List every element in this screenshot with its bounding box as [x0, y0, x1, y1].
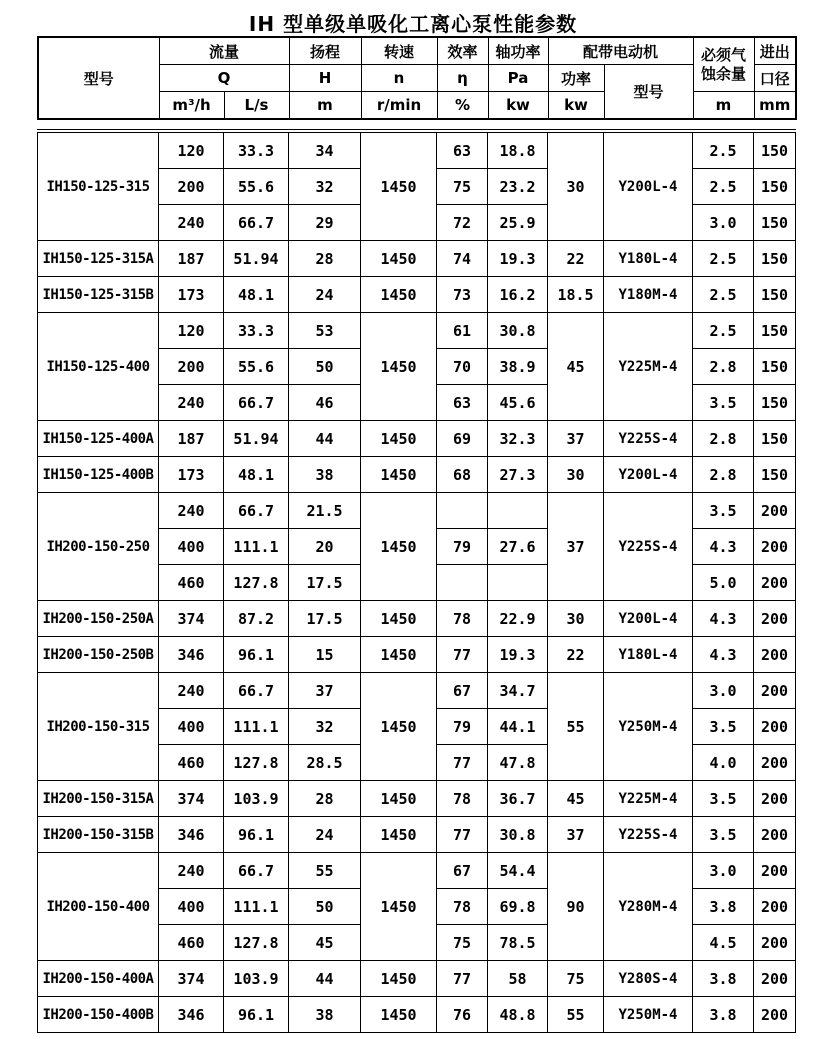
cell-bore: 200 — [754, 709, 796, 745]
cell-flow-ls: 103.9 — [224, 961, 289, 997]
cell-flow-m3h: 240 — [159, 853, 224, 889]
cell-efficiency: 69 — [437, 421, 488, 457]
table-row — [38, 241, 796, 277]
cell-motor-power: 30 — [548, 601, 604, 637]
cell-head: 32 — [289, 169, 361, 205]
header-speed-symbol: n — [361, 65, 437, 92]
cell-bore: 150 — [754, 457, 796, 493]
header-npsh — [693, 37, 754, 92]
cell-bore: 200 — [754, 853, 796, 889]
cell-flow-m3h: 374 — [159, 961, 224, 997]
header-shaft-power: 轴功率 — [488, 37, 548, 65]
cell-flow-m3h: 400 — [159, 709, 224, 745]
cell-head: 50 — [289, 889, 361, 925]
table-row — [38, 961, 796, 997]
table-row — [38, 817, 796, 853]
cell-flow-m3h: 346 — [159, 817, 224, 853]
header-motor: 配带电动机 — [548, 37, 693, 65]
cell-speed: 1450 — [361, 277, 437, 313]
cell-flow-ls: 51.94 — [224, 241, 289, 277]
cell-model: IH150-125-315A — [38, 241, 159, 277]
cell-motor-model: Y180L-4 — [604, 241, 693, 277]
header-flow: 流量 — [159, 37, 289, 65]
cell-flow-ls: 33.3 — [224, 131, 289, 169]
cell-head: 28.5 — [289, 745, 361, 781]
cell-efficiency: 67 — [437, 673, 488, 709]
cell-bore: 200 — [754, 817, 796, 853]
header-efficiency-symbol: η — [437, 65, 488, 92]
cell-speed: 1450 — [361, 457, 437, 493]
cell-efficiency: 79 — [437, 529, 488, 565]
cell-head: 46 — [289, 385, 361, 421]
cell-motor-power: 55 — [548, 997, 604, 1033]
cell-efficiency: 76 — [437, 997, 488, 1033]
table-column-header — [37, 36, 797, 120]
table-row — [38, 457, 796, 493]
cell-npsh: 2.8 — [693, 457, 754, 493]
cell-head: 24 — [289, 277, 361, 313]
cell-efficiency: 77 — [437, 817, 488, 853]
cell-speed: 1450 — [361, 961, 437, 997]
cell-flow-ls: 127.8 — [224, 745, 289, 781]
table-row — [38, 673, 796, 709]
cell-head: 29 — [289, 205, 361, 241]
cell-npsh: 3.5 — [693, 709, 754, 745]
table-row — [38, 781, 796, 817]
cell-shaft-power: 27.3 — [488, 457, 548, 493]
cell-bore: 200 — [754, 601, 796, 637]
cell-bore: 200 — [754, 745, 796, 781]
header-flow-symbol: Q — [159, 65, 289, 92]
cell-head: 44 — [289, 961, 361, 997]
table-row — [38, 493, 796, 529]
cell-npsh: 2.5 — [693, 241, 754, 277]
cell-flow-ls: 66.7 — [224, 205, 289, 241]
cell-efficiency: 78 — [437, 889, 488, 925]
cell-npsh: 3.0 — [693, 205, 754, 241]
cell-flow-m3h: 120 — [159, 313, 224, 349]
cell-shaft-power: 69.8 — [488, 889, 548, 925]
cell-flow-m3h: 400 — [159, 889, 224, 925]
cell-efficiency: 61 — [437, 313, 488, 349]
cell-efficiency: 63 — [437, 385, 488, 421]
cell-speed: 1450 — [361, 493, 437, 601]
cell-efficiency: 75 — [437, 925, 488, 961]
cell-flow-m3h: 187 — [159, 241, 224, 277]
table-row — [38, 131, 796, 169]
cell-efficiency: 70 — [437, 349, 488, 385]
cell-motor-model: Y225M-4 — [604, 781, 693, 817]
header-speed-unit: r/min — [361, 92, 437, 120]
cell-head: 20 — [289, 529, 361, 565]
cell-efficiency: 75 — [437, 169, 488, 205]
cell-flow-ls: 127.8 — [224, 925, 289, 961]
table-row — [38, 421, 796, 457]
cell-model: IH150-125-315 — [38, 131, 159, 241]
cell-shaft-power: 30.8 — [488, 817, 548, 853]
cell-npsh: 2.5 — [693, 277, 754, 313]
cell-model: IH200-150-400B — [38, 997, 159, 1033]
cell-motor-model: Y280S-4 — [604, 961, 693, 997]
cell-npsh: 2.5 — [693, 313, 754, 349]
cell-flow-m3h: 460 — [159, 745, 224, 781]
cell-shaft-power: 47.8 — [488, 745, 548, 781]
cell-flow-ls: 48.1 — [224, 457, 289, 493]
cell-efficiency: 77 — [437, 637, 488, 673]
cell-bore: 200 — [754, 961, 796, 997]
cell-motor-model: Y200L-4 — [604, 601, 693, 637]
cell-model: IH150-125-315B — [38, 277, 159, 313]
cell-efficiency: 78 — [437, 781, 488, 817]
cell-bore: 150 — [754, 313, 796, 349]
cell-speed: 1450 — [361, 131, 437, 241]
cell-flow-ls: 127.8 — [224, 565, 289, 601]
header-bore-line1: 进出 — [754, 37, 796, 65]
cell-shaft-power: 58 — [488, 961, 548, 997]
cell-flow-ls: 96.1 — [224, 997, 289, 1033]
header-bore-unit: mm — [754, 92, 796, 120]
cell-model: IH200-150-315B — [38, 817, 159, 853]
cell-bore: 200 — [754, 925, 796, 961]
header-head: 扬程 — [289, 37, 361, 65]
cell-npsh: 3.0 — [693, 853, 754, 889]
cell-speed: 1450 — [361, 997, 437, 1033]
cell-npsh: 3.8 — [693, 889, 754, 925]
cell-head: 17.5 — [289, 601, 361, 637]
cell-head: 55 — [289, 853, 361, 889]
cell-flow-m3h: 240 — [159, 385, 224, 421]
cell-flow-m3h: 120 — [159, 131, 224, 169]
cell-motor-model: Y250M-4 — [604, 673, 693, 781]
cell-motor-model: Y225M-4 — [604, 313, 693, 421]
cell-npsh: 5.0 — [693, 565, 754, 601]
cell-model: IH200-150-315A — [38, 781, 159, 817]
cell-flow-m3h: 460 — [159, 565, 224, 601]
cell-bore: 200 — [754, 781, 796, 817]
cell-head: 37 — [289, 673, 361, 709]
table-row — [38, 601, 796, 637]
cell-speed: 1450 — [361, 241, 437, 277]
header-speed: 转速 — [361, 37, 437, 65]
cell-head: 21.5 — [289, 493, 361, 529]
cell-flow-ls: 111.1 — [224, 709, 289, 745]
cell-npsh: 3.5 — [693, 781, 754, 817]
cell-flow-m3h: 240 — [159, 673, 224, 709]
cell-npsh: 3.8 — [693, 961, 754, 997]
cell-efficiency: 67 — [437, 853, 488, 889]
header-model: 型号 — [38, 37, 159, 119]
cell-efficiency: 74 — [437, 241, 488, 277]
cell-npsh: 4.0 — [693, 745, 754, 781]
cell-model: IH200-150-400 — [38, 853, 159, 961]
cell-npsh: 4.3 — [693, 601, 754, 637]
cell-flow-m3h: 200 — [159, 169, 224, 205]
cell-bore: 200 — [754, 889, 796, 925]
cell-shaft-power: 25.9 — [488, 205, 548, 241]
cell-motor-model: Y280M-4 — [604, 853, 693, 961]
cell-head: 44 — [289, 421, 361, 457]
cell-shaft-power — [488, 565, 548, 601]
cell-efficiency: 77 — [437, 745, 488, 781]
table-row — [38, 277, 796, 313]
header-npsh-unit: m — [693, 92, 754, 120]
cell-flow-ls: 96.1 — [224, 637, 289, 673]
cell-speed: 1450 — [361, 601, 437, 637]
header-shaft-power-symbol: Pa — [488, 65, 548, 92]
cell-motor-power: 75 — [548, 961, 604, 997]
cell-speed: 1450 — [361, 313, 437, 421]
cell-head: 17.5 — [289, 565, 361, 601]
cell-model: IH150-125-400A — [38, 421, 159, 457]
cell-motor-model: Y180L-4 — [604, 637, 693, 673]
cell-efficiency: 63 — [437, 131, 488, 169]
cell-npsh: 3.8 — [693, 997, 754, 1033]
cell-flow-ls: 66.7 — [224, 493, 289, 529]
cell-flow-ls: 55.6 — [224, 169, 289, 205]
cell-flow-ls: 103.9 — [224, 781, 289, 817]
header-efficiency-unit: % — [437, 92, 488, 120]
cell-shaft-power: 36.7 — [488, 781, 548, 817]
cell-motor-power: 55 — [548, 673, 604, 781]
cell-flow-m3h: 173 — [159, 277, 224, 313]
cell-motor-power: 45 — [548, 313, 604, 421]
cell-npsh: 2.5 — [693, 131, 754, 169]
cell-shaft-power: 45.6 — [488, 385, 548, 421]
cell-bore: 150 — [754, 131, 796, 169]
cell-bore: 150 — [754, 205, 796, 241]
header-npsh-line1: 必须气 — [700, 45, 746, 64]
cell-motor-power: 22 — [548, 637, 604, 673]
cell-efficiency: 73 — [437, 277, 488, 313]
cell-head: 38 — [289, 997, 361, 1033]
cell-model: IH200-150-250A — [38, 601, 159, 637]
cell-motor-power: 22 — [548, 241, 604, 277]
cell-shaft-power: 30.8 — [488, 313, 548, 349]
cell-shaft-power: 38.9 — [488, 349, 548, 385]
cell-flow-ls: 66.7 — [224, 853, 289, 889]
cell-bore: 200 — [754, 637, 796, 673]
cell-bore: 200 — [754, 997, 796, 1033]
cell-speed: 1450 — [361, 781, 437, 817]
cell-bore: 200 — [754, 673, 796, 709]
cell-shaft-power: 23.2 — [488, 169, 548, 205]
header-flow-unit-ls: L/s — [224, 92, 289, 120]
cell-flow-ls: 111.1 — [224, 529, 289, 565]
cell-npsh: 3.5 — [693, 493, 754, 529]
cell-npsh: 2.5 — [693, 169, 754, 205]
cell-bore: 150 — [754, 385, 796, 421]
cell-motor-model: Y225S-4 — [604, 421, 693, 457]
cell-flow-ls: 111.1 — [224, 889, 289, 925]
cell-flow-m3h: 173 — [159, 457, 224, 493]
cell-efficiency: 79 — [437, 709, 488, 745]
cell-npsh: 4.5 — [693, 925, 754, 961]
table-row — [38, 997, 796, 1033]
cell-flow-m3h: 374 — [159, 601, 224, 637]
cell-flow-m3h: 460 — [159, 925, 224, 961]
performance-table-body — [38, 131, 796, 1033]
cell-npsh: 4.3 — [693, 637, 754, 673]
cell-head: 15 — [289, 637, 361, 673]
cell-head: 32 — [289, 709, 361, 745]
cell-flow-ls: 96.1 — [224, 817, 289, 853]
cell-head: 50 — [289, 349, 361, 385]
cell-bore: 200 — [754, 529, 796, 565]
cell-head: 28 — [289, 241, 361, 277]
performance-table — [37, 129, 796, 1033]
header-shaft-power-unit: kw — [488, 92, 548, 120]
cell-bore: 200 — [754, 493, 796, 529]
header-motor-power-unit: kw — [548, 92, 604, 120]
cell-bore: 150 — [754, 241, 796, 277]
cell-flow-m3h: 240 — [159, 493, 224, 529]
cell-model: IH150-125-400 — [38, 313, 159, 421]
cell-shaft-power: 48.8 — [488, 997, 548, 1033]
cell-flow-ls: 66.7 — [224, 385, 289, 421]
cell-motor-model: Y200L-4 — [604, 131, 693, 241]
table-row — [38, 853, 796, 889]
cell-bore: 200 — [754, 565, 796, 601]
cell-bore: 150 — [754, 169, 796, 205]
header-npsh-line2: 蚀余量 — [700, 64, 746, 83]
cell-motor-power: 37 — [548, 817, 604, 853]
cell-npsh: 4.3 — [693, 529, 754, 565]
cell-shaft-power: 44.1 — [488, 709, 548, 745]
cell-efficiency: 78 — [437, 601, 488, 637]
header-head-symbol: H — [289, 65, 361, 92]
cell-efficiency: 77 — [437, 961, 488, 997]
cell-efficiency: 72 — [437, 205, 488, 241]
cell-model: IH200-150-250 — [38, 493, 159, 601]
cell-speed: 1450 — [361, 817, 437, 853]
cell-head: 38 — [289, 457, 361, 493]
cell-motor-model: Y180M-4 — [604, 277, 693, 313]
header-motor-power: 功率 — [548, 65, 604, 92]
cell-motor-model: Y200L-4 — [604, 457, 693, 493]
header-head-unit: m — [289, 92, 361, 120]
cell-efficiency: 68 — [437, 457, 488, 493]
cell-shaft-power: 78.5 — [488, 925, 548, 961]
cell-flow-ls: 51.94 — [224, 421, 289, 457]
cell-flow-ls: 55.6 — [224, 349, 289, 385]
cell-motor-power: 30 — [548, 131, 604, 241]
cell-efficiency — [437, 493, 488, 529]
cell-motor-power: 30 — [548, 457, 604, 493]
cell-speed: 1450 — [361, 853, 437, 961]
cell-flow-m3h: 240 — [159, 205, 224, 241]
cell-flow-m3h: 200 — [159, 349, 224, 385]
cell-npsh: 3.0 — [693, 673, 754, 709]
cell-shaft-power: 19.3 — [488, 637, 548, 673]
cell-model: IH200-150-250B — [38, 637, 159, 673]
cell-shaft-power: 18.8 — [488, 131, 548, 169]
header-flow-unit-m3h: m³/h — [159, 92, 224, 120]
cell-model: IH150-125-400B — [38, 457, 159, 493]
cell-flow-m3h: 346 — [159, 637, 224, 673]
cell-npsh: 3.5 — [693, 385, 754, 421]
cell-flow-ls: 66.7 — [224, 673, 289, 709]
cell-head: 53 — [289, 313, 361, 349]
cell-model: IH200-150-400A — [38, 961, 159, 997]
cell-bore: 150 — [754, 421, 796, 457]
cell-motor-power: 18.5 — [548, 277, 604, 313]
header-bore-line2: 口径 — [754, 65, 796, 92]
header-motor-model: 型号 — [604, 65, 693, 120]
cell-motor-power: 90 — [548, 853, 604, 961]
page-title: IH 型单级单吸化工离心泵性能参数 — [248, 12, 578, 36]
cell-motor-model: Y250M-4 — [604, 997, 693, 1033]
cell-bore: 150 — [754, 277, 796, 313]
cell-npsh: 2.8 — [693, 421, 754, 457]
cell-head: 45 — [289, 925, 361, 961]
cell-efficiency — [437, 565, 488, 601]
cell-shaft-power: 32.3 — [488, 421, 548, 457]
cell-shaft-power: 22.9 — [488, 601, 548, 637]
cell-motor-power: 45 — [548, 781, 604, 817]
cell-shaft-power: 19.3 — [488, 241, 548, 277]
cell-npsh: 2.8 — [693, 349, 754, 385]
cell-speed: 1450 — [361, 421, 437, 457]
cell-speed: 1450 — [361, 673, 437, 781]
cell-shaft-power: 34.7 — [488, 673, 548, 709]
table-row — [38, 313, 796, 349]
cell-speed: 1450 — [361, 637, 437, 673]
cell-npsh: 3.5 — [693, 817, 754, 853]
cell-model: IH200-150-315 — [38, 673, 159, 781]
table-row — [38, 637, 796, 673]
cell-shaft-power: 16.2 — [488, 277, 548, 313]
cell-head: 34 — [289, 131, 361, 169]
cell-flow-ls: 33.3 — [224, 313, 289, 349]
cell-shaft-power: 54.4 — [488, 853, 548, 889]
cell-flow-m3h: 346 — [159, 997, 224, 1033]
cell-flow-ls: 87.2 — [224, 601, 289, 637]
cell-motor-model: Y225S-4 — [604, 817, 693, 853]
cell-motor-power: 37 — [548, 421, 604, 457]
cell-flow-ls: 48.1 — [224, 277, 289, 313]
cell-motor-model: Y225S-4 — [604, 493, 693, 601]
cell-shaft-power: 27.6 — [488, 529, 548, 565]
header-efficiency: 效率 — [437, 37, 488, 65]
cell-motor-power: 37 — [548, 493, 604, 601]
cell-flow-m3h: 374 — [159, 781, 224, 817]
header-row-1 — [38, 37, 796, 65]
cell-flow-m3h: 187 — [159, 421, 224, 457]
cell-head: 28 — [289, 781, 361, 817]
cell-flow-m3h: 400 — [159, 529, 224, 565]
cell-bore: 150 — [754, 349, 796, 385]
cell-head: 24 — [289, 817, 361, 853]
cell-shaft-power — [488, 493, 548, 529]
